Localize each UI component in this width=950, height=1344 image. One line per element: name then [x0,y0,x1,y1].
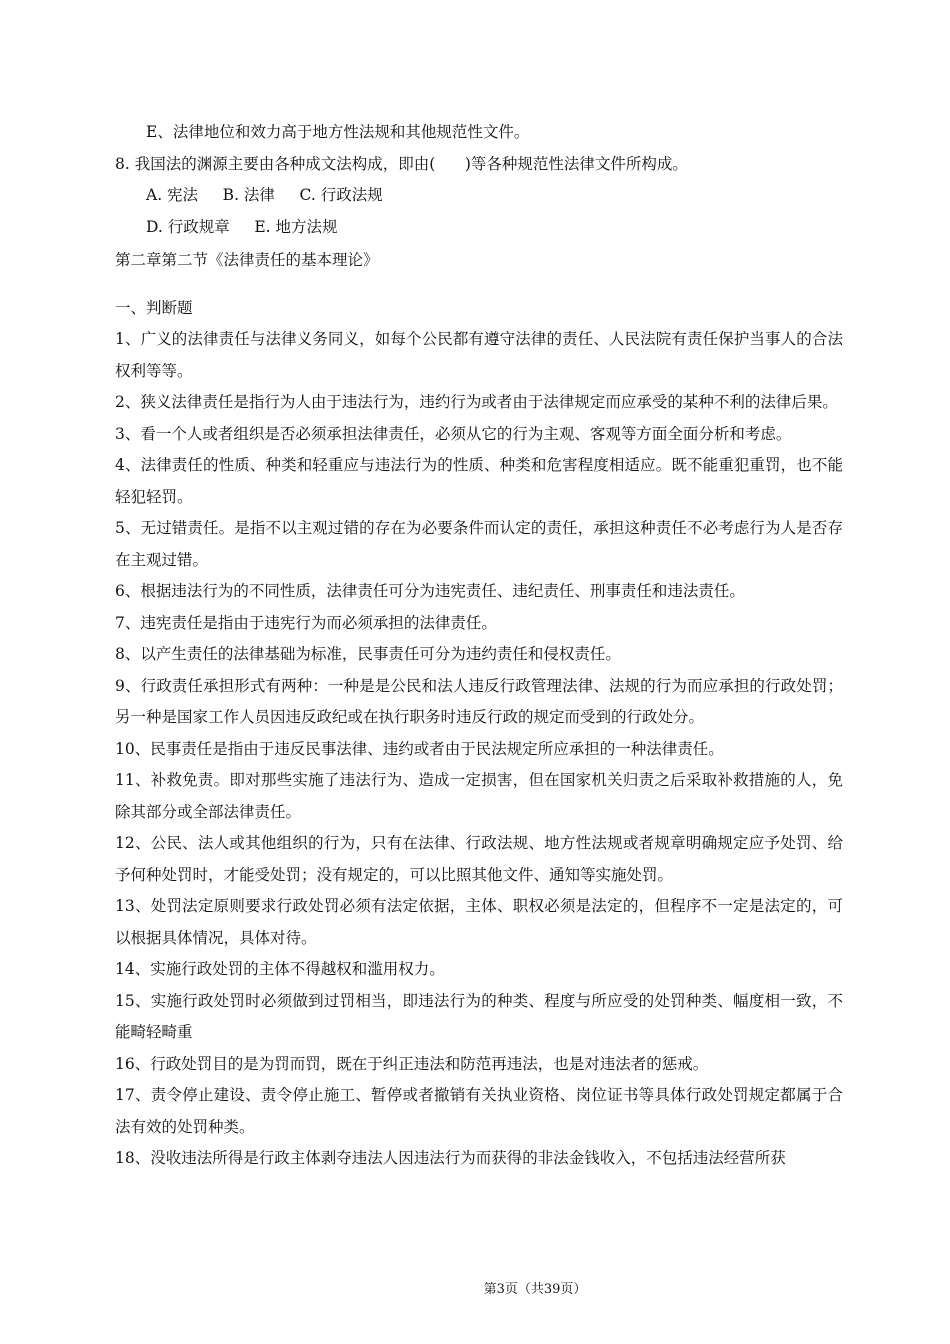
page-number-footer: 第3页（共39页） [483,1282,587,1297]
question-item: 17、责令停止建设、责令停止施工、暂停或者撤销有关执业资格、岗位证书等具体行政处罚规定都属于合法有效的处罚种类。 [115,1086,843,1136]
options-de-line: D. 行政规章 E. 地方法规 [146,217,338,236]
chapter-heading: 第二章第二节《法律责任的基本理论》 [115,251,379,269]
question-item: 15、实施行政处罚时必须做到过罚相当，即违法行为的种类、程度与所应受的处罚种类、幅度相一致，不能畸轻畸重 [115,991,843,1041]
question-item: 1、广义的法律责任与法律义务同义，如每个公民都有遵守法律的责任、人民法院有责任保护当事人的合法权利等等。 [115,330,843,380]
question-item: 7、违宪责任是指由于违宪行为而必须承担的法律责任。 [115,613,497,632]
spacer [115,277,843,293]
page-content [115,117,843,1175]
question-item: 18、没收违法所得是行政主体剥夺违法人因违法行为而获得的非法金钱收入，不包括违法经营所获 [115,1149,786,1167]
question-8-line: 8. 我国法的渊源主要由各种成文法构成，即由( )等各种规范性法律文件所构成。 [115,154,688,173]
options-abc-line: A. 宪法 B. 法律 C. 行政法规 [146,186,383,204]
question-item: 8、以产生责任的法律基础为标准，民事责任可分为违约责任和侵权责任。 [115,645,621,663]
question-item: 3、看一个人或者组织是否必须承担法律责任，必须从它的行为主观、客观等方面全面分析和考虑。 [115,424,792,443]
question-item: 4、法律责任的性质、种类和轻重应与违法行为的性质、种类和危害程度相适应。既不能重犯重罚，也不能轻犯轻罚。 [115,456,843,506]
question-item: 11、补救免责。即对那些实施了违法行为、造成一定损害，但在国家机关归责之后采取补救措施的人，免除其部分或全部法律责任。 [115,771,843,821]
question-item: 16、行政处罚目的是为罚而罚，既在于纠正违法和防范再违法，也是对违法者的惩戒。 [115,1054,709,1073]
section-heading: 一、判断题 [115,298,193,317]
question-item: 5、无过错责任。是指不以主观过错的存在为必要条件而认定的责任，承担这种责任不必考虑行为人是否存在主观过错。 [115,519,843,569]
question-item: 9、行政责任承担形式有两种：一种是是公民和法人违反行政管理法律、法规的行为而应承担的行政处罚；另一种是国家工作人员因违反政纪或在执行职务时违反行政的规定而受到的行政处分。 [115,676,843,726]
option-e-line: E、法律地位和效力高于地方性法规和其他规范性文件。 [146,123,530,141]
question-item: 12、公民、法人或其他组织的行为，只有在法律、行政法规、地方性法规或者规章明确规定应予处罚、给予何种处罚时，才能受处罚；没有规定的，可以比照其他文件、通知等实施处罚。 [115,834,843,884]
question-item: 13、处罚法定原则要求行政处罚必须有法定依据，主体、职权必须是法定的，但程序不一定是法定的，可以根据具体情况，具体对待。 [115,897,843,947]
question-item: 6、根据违法行为的不同性质，法律责任可分为违宪责任、违纪责任、刑事责任和违法责任。 [115,582,745,600]
question-item: 14、实施行政处罚的主体不得越权和滥用权力。 [115,960,445,978]
question-item: 10、民事责任是指由于违反民事法律、违约或者由于民法规定所应承担的一种法律责任。 [115,739,724,758]
question-item: 2、狭义法律责任是指行为人由于违法行为，违约行为或者由于法律规定而应承受的某种不利的法律后果。 [115,393,838,411]
